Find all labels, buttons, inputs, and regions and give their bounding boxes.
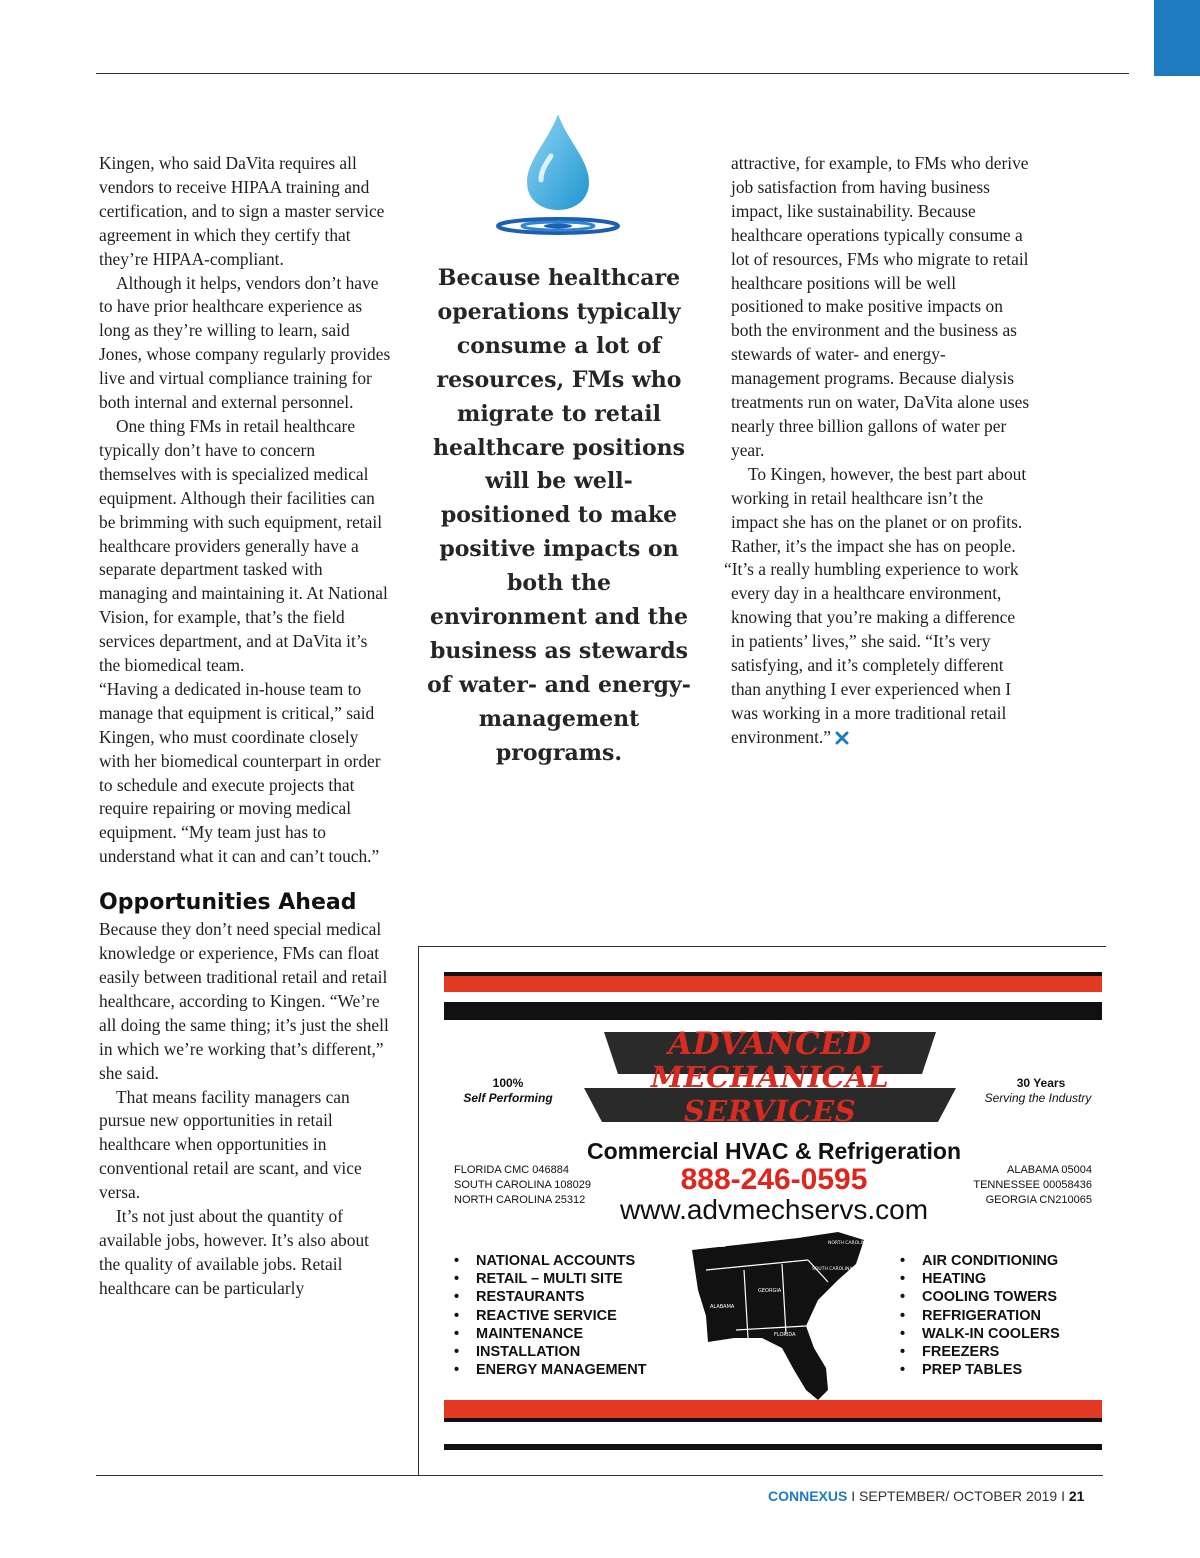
ad-band — [444, 1002, 1102, 1020]
water-drop-icon — [493, 110, 623, 240]
years-badge: 30 Years — [1016, 1076, 1066, 1090]
list-item: • INSTALLATION — [454, 1343, 684, 1361]
map-label: GEORGIA — [758, 1288, 782, 1294]
advertisement[interactable] — [444, 972, 1102, 1450]
map-label: NORTH CAROLINA — [828, 1241, 868, 1246]
paragraph: Kingen, who said DaVita requires all vendors to receive HIPAA training and certification, and to sign a master service agreement in which they certify that they’re HIPAA-compliant. — [99, 153, 385, 269]
ad-band — [444, 976, 1102, 992]
ad-tagline: Commercial HVAC & Refrigeration — [586, 1138, 962, 1164]
page-number: 21 — [1068, 1488, 1085, 1504]
article-column-left — [99, 152, 391, 1301]
license-line: NORTH CAROLINA 25312 — [454, 1194, 586, 1206]
list-item: • NATIONAL ACCOUNTS — [454, 1252, 684, 1270]
map-label: ALABAMA — [710, 1304, 735, 1310]
license-line: FLORIDA CMC 046884 — [454, 1164, 569, 1176]
list-item: • PREP TABLES — [900, 1361, 1100, 1379]
ad-phone-number[interactable]: 888-246-0595 — [680, 1163, 868, 1196]
list-item: • REFRIGERATION — [900, 1307, 1100, 1325]
paragraph: attractive, for example, to FMs who derive job satisfaction from having business impact, like sustainability. Because healthcare operations typically consume a lot of resources, FMs who migrate to retail healthcare positions will be well positioned to make positive impacts on both the environment and the business as stewards of water- and energy-management programs. Because dialysis treatments run on water, DaVita alone uses nearly three billion gallons of water per year. — [731, 153, 1030, 460]
list-item: • FREEZERS — [900, 1343, 1100, 1361]
paragraph: To Kingen, however, the best part about working in retail healthcare isn’t the impact she has on the planet or on profits. Rather, it’s the impact she has on people. — [731, 463, 1027, 556]
list-item: • WALK-IN COOLERS — [900, 1325, 1100, 1343]
self-performing-percent: 100% — [492, 1076, 524, 1090]
top-divider — [96, 73, 1129, 74]
license-line: ALABAMA 05004 — [1006, 1164, 1092, 1176]
list-item: • HEATING — [900, 1270, 1100, 1288]
licenses-left — [454, 1163, 624, 1208]
list-item: • RETAIL – MULTI SITE — [454, 1270, 684, 1288]
self-performing-label: Self Performing — [463, 1091, 553, 1105]
issue-date: SEPTEMBER/ OCTOBER 2019 — [859, 1488, 1058, 1504]
list-item: • MAINTENANCE — [454, 1325, 684, 1343]
services-list-left — [454, 1252, 684, 1379]
map-label: TENNESSEE — [696, 1243, 726, 1249]
years-badge-label: Serving the Industry — [984, 1091, 1092, 1105]
section-color-tab — [1154, 0, 1200, 76]
bottom-divider — [96, 1475, 1103, 1476]
wrench-cross-icon — [835, 731, 849, 745]
ad-band — [444, 1418, 1102, 1422]
paragraph: That means facility managers can pursue new opportunities in retail healthcare when opportunities in conventional retail are scant, and vice versa. — [99, 1086, 362, 1203]
footer-separator: I — [1061, 1488, 1065, 1504]
list-item: • RESTAURANTS — [454, 1288, 684, 1306]
pull-quote: Because healthcare operations typically consume a lot of resources, FMs who migrate to retail healthcare positions will be well-positioned to make positive impacts on both the environment and the business as stewards of water- and energy-management programs. — [427, 265, 691, 766]
list-item: • ENERGY MANAGEMENT — [454, 1361, 684, 1379]
license-line: SOUTH CAROLINA 108029 — [454, 1179, 591, 1191]
licenses-right — [922, 1163, 1092, 1208]
license-line: TENNESSEE 00058436 — [973, 1179, 1092, 1191]
paragraph — [724, 558, 1031, 749]
paragraph: Because they don’t need special medical knowledge or experience, FMs can float easily between traditional retail and retail healthcare, according to Kingen. “We’re all doing the same thing; it’s just the shell in which we’re working that’s different,” she said. — [99, 919, 389, 1083]
ad-frame-top — [418, 946, 1106, 947]
license-line: GEORGIA CN210065 — [985, 1194, 1092, 1206]
map-label: SOUTH CAROLINA — [812, 1267, 853, 1272]
services-list-right — [900, 1252, 1100, 1379]
list-item: • AIR CONDITIONING — [900, 1252, 1100, 1270]
closing-quote-text: “It’s a really humbling experience to work every day in a healthcare environment, knowing that you’re making a difference in patients’ lives,” she said. “It’s very satisfying, and it’s completely different than anything I ever experienced when I was working in a more traditional retail environment.” — [724, 559, 1019, 747]
article-column-right — [724, 152, 1031, 750]
list-item: • COOLING TOWERS — [900, 1288, 1100, 1306]
paragraph: Although it helps, vendors don’t have to have prior healthcare experience as long as they’re willing to learn, said Jones, whose company regularly provides live and virtual compliance training for both internal and external personnel. — [99, 272, 391, 413]
paragraph: “Having a dedicated in-house team to manage that equipment is critical,” said Kingen, who must coordinate closely with her biomedical counterpart in order to schedule and execute projects that require repairing or moving medical equipment. “My team just has to understand what it can and can’t touch.” — [99, 678, 381, 867]
map-label: FLORIDA — [774, 1332, 796, 1338]
paragraph: It’s not just about the quantity of available jobs, however. It’s also about the quality of available jobs. Retail healthcare can be particularly — [99, 1206, 369, 1298]
paragraph: One thing FMs in retail healthcare typically don’t have to concern themselves with is specialized medical equipment. Although their facilities can be brimming with such equipment, retail healthcare providers generally have a separate department tasked with managing and maintaining it. At National Vision, for example, that’s the field services department, and at DaVita it’s the biomedical team. — [99, 415, 388, 676]
page-footer — [768, 1488, 1108, 1504]
list-item: • REACTIVE SERVICE — [454, 1307, 684, 1325]
section-heading: Opportunities Ahead — [99, 890, 357, 916]
magazine-name: CONNEXUS — [768, 1488, 848, 1504]
company-name-line-1: ADVANCED — [668, 1026, 872, 1062]
ad-band — [444, 1400, 1102, 1418]
company-name-line-2: MECHANICAL SERVICES — [650, 1060, 890, 1128]
ad-frame-left — [418, 946, 419, 1476]
southeast-states-map — [678, 1230, 868, 1402]
ad-website[interactable]: www.advmechservs.com — [619, 1194, 929, 1225]
ad-band — [444, 1444, 1102, 1450]
footer-separator: I — [851, 1488, 856, 1504]
